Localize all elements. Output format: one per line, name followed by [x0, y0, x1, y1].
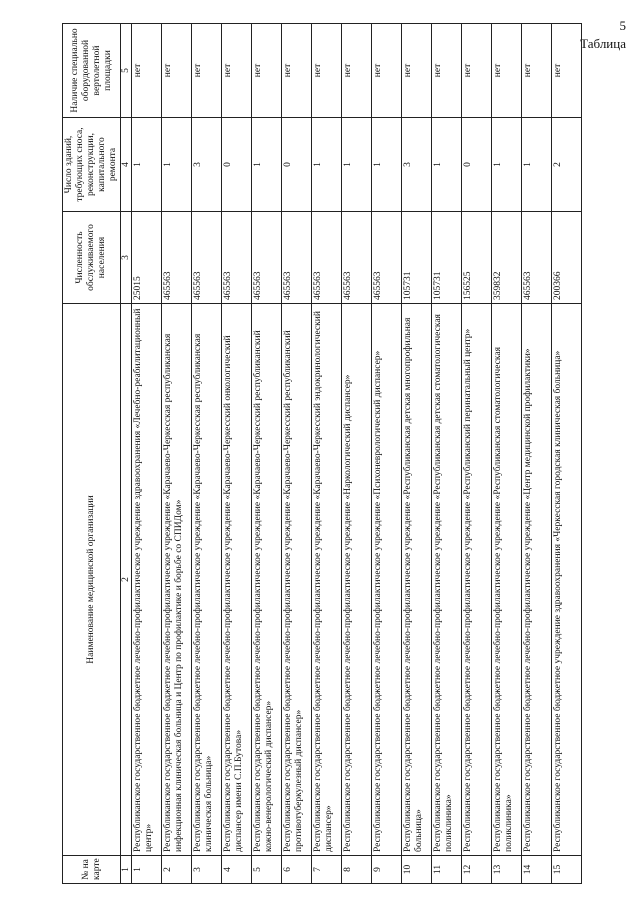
table-row	[342, 24, 372, 884]
table-label: Таблица	[580, 36, 626, 51]
organization-name: Республиканское государственное бюджетное лечебно-профилактическое учреждение «Карачаево-Черкесский эндокринологический диспансер»	[312, 304, 342, 856]
column-number: 2	[121, 304, 132, 856]
organization-name: Республиканское государственное бюджетное лечебно-профилактическое учреждение «Психоневрологический диспансер»	[372, 304, 402, 856]
buildings-cell: 3	[192, 118, 222, 212]
row-number: 9	[372, 856, 402, 884]
population-cell: 465563	[522, 212, 552, 304]
population-cell: 465563	[252, 212, 282, 304]
population-cell: 465563	[222, 212, 252, 304]
table-row	[162, 24, 192, 884]
column-number: 4	[121, 118, 132, 212]
table-row	[522, 24, 552, 884]
heliport-cell: нет	[252, 24, 282, 118]
row-number: 6	[282, 856, 312, 884]
row-number: 14	[522, 856, 552, 884]
row-number: 4	[222, 856, 252, 884]
row-number: 5	[252, 856, 282, 884]
heliport-cell: нет	[162, 24, 192, 118]
header-num: № на карте	[63, 856, 121, 884]
buildings-cell: 1	[132, 118, 162, 212]
heliport-cell: нет	[492, 24, 522, 118]
header-row	[63, 24, 121, 884]
organization-name: Республиканское государственное бюджетное лечебно-профилактическое учреждение «Наркологический диспансер»	[342, 304, 372, 856]
buildings-cell: 1	[492, 118, 522, 212]
population-cell: 465563	[282, 212, 312, 304]
row-number: 10	[402, 856, 432, 884]
heliport-cell: нет	[132, 24, 162, 118]
column-number-row	[121, 24, 132, 884]
table-row	[222, 24, 252, 884]
buildings-cell: 1	[342, 118, 372, 212]
population-cell: 105731	[432, 212, 462, 304]
row-number: 15	[552, 856, 582, 884]
population-cell: 359832	[492, 212, 522, 304]
row-number: 8	[342, 856, 372, 884]
row-number: 2	[162, 856, 192, 884]
organization-name: Республиканское государственное бюджетное лечебно-профилактическое учреждение «Республиканская детская многопрофильная больница»	[402, 304, 432, 856]
heliport-cell: нет	[432, 24, 462, 118]
table-row	[462, 24, 492, 884]
row-number: 1	[132, 856, 162, 884]
heliport-cell: нет	[192, 24, 222, 118]
buildings-cell: 1	[432, 118, 462, 212]
organization-name: Республиканское государственное бюджетное лечебно-профилактическое учреждение «Карачаево-Черкесская республиканская инфекционная клиническая больница и Центр по профилактике и борьбе со СПИДом»	[162, 304, 192, 856]
heliport-cell: нет	[552, 24, 582, 118]
column-number: 3	[121, 212, 132, 304]
population-cell: 465563	[372, 212, 402, 304]
buildings-cell: 1	[372, 118, 402, 212]
rotated-table-container	[62, 24, 586, 884]
column-number: 1	[121, 856, 132, 884]
organization-name: Республиканское государственное бюджетное лечебно-профилактическое учреждение «Карачаево-Черкесская республиканская клиническая больница»	[192, 304, 222, 856]
row-number: 11	[432, 856, 462, 884]
row-number: 3	[192, 856, 222, 884]
heliport-cell: нет	[342, 24, 372, 118]
population-cell: 105731	[402, 212, 432, 304]
buildings-cell: 0	[462, 118, 492, 212]
buildings-cell: 2	[552, 118, 582, 212]
organization-name: Республиканское государственное бюджетное лечебно-профилактическое учреждение «Карачаево-Черкесский онкологический диспансер имени С.П.Бутова»	[222, 304, 252, 856]
table-row	[132, 24, 162, 884]
buildings-cell: 0	[222, 118, 252, 212]
header-name: Наименование медицинской организации	[63, 304, 121, 856]
table-row	[282, 24, 312, 884]
table-row	[402, 24, 432, 884]
column-number: 5	[121, 24, 132, 118]
buildings-cell: 1	[252, 118, 282, 212]
table-body	[132, 24, 582, 884]
population-cell: 25015	[132, 212, 162, 304]
organization-name: Республиканское государственное бюджетное лечебно-профилактическое учреждение «Карачаево-Черкесский республиканский противотуберкулезный диспансер»	[282, 304, 312, 856]
population-cell: 200366	[552, 212, 582, 304]
buildings-cell: 0	[282, 118, 312, 212]
row-number: 13	[492, 856, 522, 884]
population-cell: 465563	[192, 212, 222, 304]
population-cell: 156525	[462, 212, 492, 304]
row-number: 12	[462, 856, 492, 884]
page-number: 5	[619, 18, 626, 33]
organization-name: Республиканское государственное бюджетное учреждение здравоохранения «Черкесская городская клиническая больница»	[552, 304, 582, 856]
heliport-cell: нет	[222, 24, 252, 118]
table-row	[252, 24, 282, 884]
organization-name: Республиканское государственное бюджетное лечебно-профилактическое учреждение «Центр медицинской профилактики»	[522, 304, 552, 856]
table-row	[432, 24, 462, 884]
heliport-cell: нет	[372, 24, 402, 118]
table-row	[312, 24, 342, 884]
table-row	[552, 24, 582, 884]
table-row	[492, 24, 522, 884]
organization-name: Республиканское государственное бюджетное лечебно-профилактическое учреждение «Карачаево-Черкесский республиканский кожно-венерологический диспансер»	[252, 304, 282, 856]
row-number: 7	[312, 856, 342, 884]
organization-name: Республиканское государственное бюджетное лечебно-профилактическое учреждение «Республиканская детская стоматологическая поликлиника»	[432, 304, 462, 856]
organization-name: Республиканское государственное бюджетное лечебно-профилактическое учреждение «Республиканский перинатальный центр»	[462, 304, 492, 856]
population-cell: 465563	[162, 212, 192, 304]
heliport-cell: нет	[402, 24, 432, 118]
organizations-table	[62, 23, 582, 884]
header-population: Численность обслуживаемого населения	[63, 212, 121, 304]
population-cell: 465563	[312, 212, 342, 304]
heliport-cell: нет	[312, 24, 342, 118]
population-cell: 465563	[342, 212, 372, 304]
heliport-cell: нет	[282, 24, 312, 118]
table-row	[192, 24, 222, 884]
header-heliport: Наличие специально оборудованной вертолетной площадки	[63, 24, 121, 118]
table-row	[372, 24, 402, 884]
header-buildings: Число зданий, требующих сноса, реконструкции, капитального ремонта	[63, 118, 121, 212]
heliport-cell: нет	[462, 24, 492, 118]
buildings-cell: 1	[522, 118, 552, 212]
heliport-cell: нет	[522, 24, 552, 118]
organization-name: Республиканское государственное бюджетное лечебно-профилактическое учреждение «Республиканская стоматологическая поликлиника»	[492, 304, 522, 856]
buildings-cell: 3	[402, 118, 432, 212]
organization-name: Республиканское государственное бюджетное лечебно-профилактическое учреждение здравоохранения «Лечебно-реабилитационный центр»	[132, 304, 162, 856]
buildings-cell: 1	[312, 118, 342, 212]
buildings-cell: 1	[162, 118, 192, 212]
